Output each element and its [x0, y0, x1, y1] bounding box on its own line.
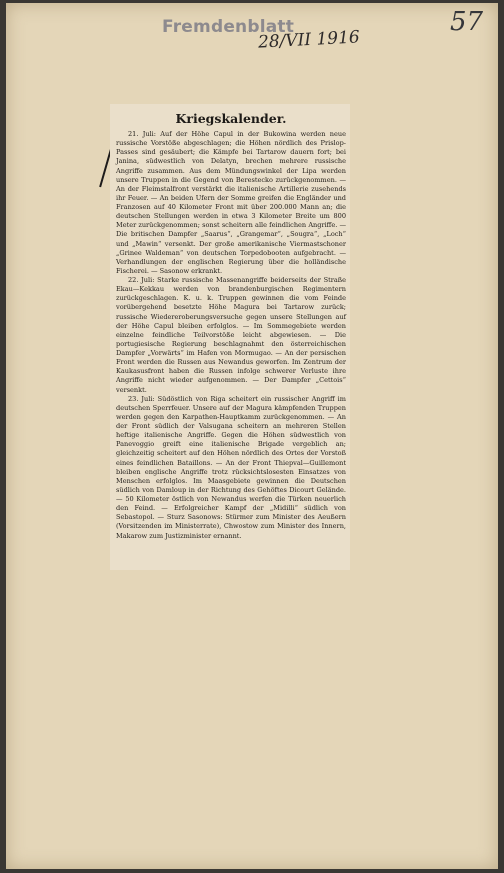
entry-july-21: 21. Juli: Auf der Höhe Capul in der Bukowina werden neue russische Vorstöße abgeschlagen; die Höhen nördlich des Prislop-Passes sind gesäubert; die Kämpfe bei Tartarow dauern fort; bei Janina, südwestlich von Delatyn, brechen mehrere russische Angriffe zusammen. Aus dem Mündungswinkel der Lipa werden unsere Truppen in die Gegend von Berestecko zurückgenommen. — An der Fleimstalfront verstärkt die italienische Artillerie zusehends ihr Feuer. — An beiden Ufern der Somme greifen die Engländer und Franzosen auf 40 Kilometer Front mit über 200.000 Mann an; die deutschen Stellungen werden in etwa 3 Kilometer Breite um 800 Meter zurückgenommen; sonst scheitern alle feindlichen Angriffe. — Die britischen Dampfer „Saarus“, „Grangemar“, „Sougra“, „Loch“ und „Mawin“ versenkt. Der große amerikanische Viermastschoner „Grinee Waldeman“ von deutschen Torpedobooten aufgebracht. — Verhandlungen der englischen Regierung über die holländische Fischerei. — Sasonow erkrankt. — [116, 130, 346, 275]
archive-stamp: Fremdenblatt — [162, 17, 295, 37]
handwritten-date: 28/VII 1916 — [257, 27, 361, 53]
entry-july-22: 22. Juli: Starke russische Massenangriffe beiderseits der Straße Ekau—Kekkau werden von brandenburgischen Regimentern zurückgeschlagen. K. u. k. Truppen gewinnen die vom Feinde vorübergehend besetzte Höhe Magura bei Tartarow zurück; russische Wiedereroberungsversuche gegen unsere Stellungen auf der Höhe Capul bleiben erfolglos. — Im Sommegebiete werden einzelne feindliche Teilvorstöße leicht abgewiesen. — Die portugiesische Regierung beschlagnahmt den österreichischen Dampfer „Vorwärts“ im Hafen von Mormugao. — An der persischen Front werden die Russen aus Newandus geworfen. Im Zentrum der Kaukasusfront haben die Russen infolge schwerer Verluste ihre Angriffe nicht wieder aufgenommen. — Der Dampfer „Cettois“ versenkt. — [116, 276, 346, 394]
entry-july-23: 23. Juli: Südöstlich von Riga scheitert ein russischer Angriff im deutschen Sperrfeuer. Unsere auf der Magura kämpfenden Truppen werden gegen den Karpathen-Hauptkamm zurückgenommen. — An der Front südlich der Valsugana scheitern an mehreren Stellen heftige italienische Angriffe. Gegen die Höhen südwestlich von Panevoggio greift eine italienische Brigade vergeblich an; gleichzeitig scheitert auf den Höhen nördlich des Ortes der Vorstoß eines feindlichen Bataillons. — An der Front Thiepval—Guillemont bleiben englische Angriffe trotz rücksichtslosesten Einsatzes von Menschen erfolglos. Im Maasgebiete gewinnen die Deutschen südlich von Damloup in der Richtung des Gehöftes Dicourt Gelände. — 50 Kilometer östlich von Newandus werfen die Türken neuerlich den Feind. — Erfolgreicher Kampf der „Midilli“ südlich von Sebastopol. — Sturz Sasonows: Stürmer zum Minister des Aeußern (Vorsitzenden im Ministerrate), Chwostow zum Minister des Innern, Makarow zum Justizminister ernannt. — [116, 394, 346, 540]
handwritten-number: 57 — [450, 7, 484, 37]
clipping-headline: Kriegskalender. — [175, 111, 287, 126]
newspaper-clipping — [110, 104, 350, 570]
